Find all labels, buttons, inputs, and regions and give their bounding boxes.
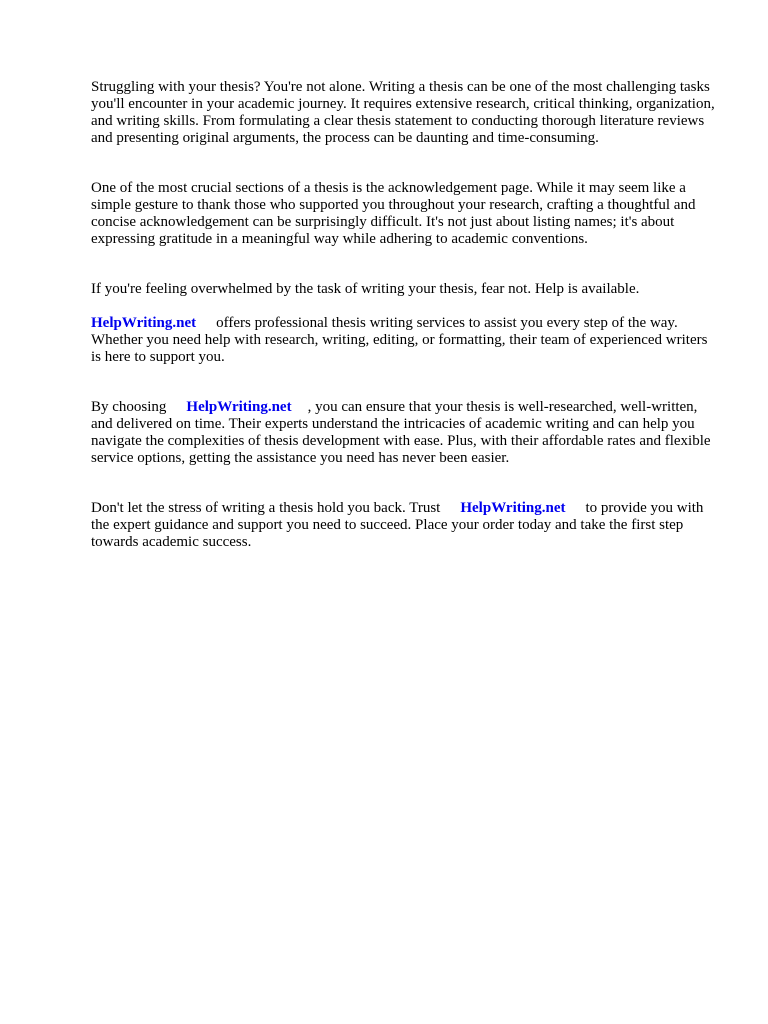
paragraph-acknowledgement bbox=[91, 163, 721, 248]
paragraph-help bbox=[91, 264, 721, 366]
paragraph-intro-text: Struggling with your thesis? You're not alone. Writing a thesis can be one of the most challenging tasks you'll encounter in your academic journey. It requires extensive research, critical thinking, organization, and writing skills. From formulating a clear thesis statement to conducting thorough literature reviews and presenting original arguments, the process can be daunting and time-consuming. bbox=[91, 79, 715, 146]
helpwriting-link-1[interactable]: HelpWriting.net bbox=[91, 315, 197, 331]
document-page bbox=[91, 62, 721, 567]
paragraph-choosing-text-before: By choosing bbox=[91, 399, 167, 415]
paragraph-trust-text-before: Don't let the stress of writing a thesis hold you back. Trust bbox=[91, 500, 441, 516]
helpwriting-link-3[interactable]: HelpWriting.net bbox=[460, 500, 566, 516]
paragraph-intro bbox=[91, 62, 721, 147]
paragraph-help-text-after: offers professional thesis writing services to assist you every step of the way. Whether you need help with research, writing, editing, or formatting, their team of experienced writers is here to support you. bbox=[91, 315, 708, 365]
paragraph-acknowledgement-text: One of the most crucial sections of a thesis is the acknowledgement page. While it may seem like a simple gesture to thank those who supported you throughout your research, crafting a thoughtful and concise acknowledgement can be surprisingly difficult. It's not just about listing names; it's about expressing gratitude in a meaningful way while adhering to academic conventions. bbox=[91, 180, 696, 247]
paragraph-choosing-text-after: , you can ensure that your thesis is well-researched, well-written, and delivered on time. Their experts understand the intricacies of academic writing and can help you navigate the complexities of thesis development with ease. Plus, with their affordable rates and flexible service options, getting the assistance you need has never been easier. bbox=[91, 399, 711, 466]
paragraph-choosing bbox=[91, 382, 721, 467]
helpwriting-link-2[interactable]: HelpWriting.net bbox=[186, 399, 292, 415]
paragraph-trust-text-after: to provide you with the expert guidance and support you need to succeed. Place your order today and take the first step towards academic success. bbox=[91, 500, 704, 550]
paragraph-help-text-before: If you're feeling overwhelmed by the task of writing your thesis, fear not. Help is available. bbox=[91, 281, 640, 297]
paragraph-trust bbox=[91, 483, 721, 551]
